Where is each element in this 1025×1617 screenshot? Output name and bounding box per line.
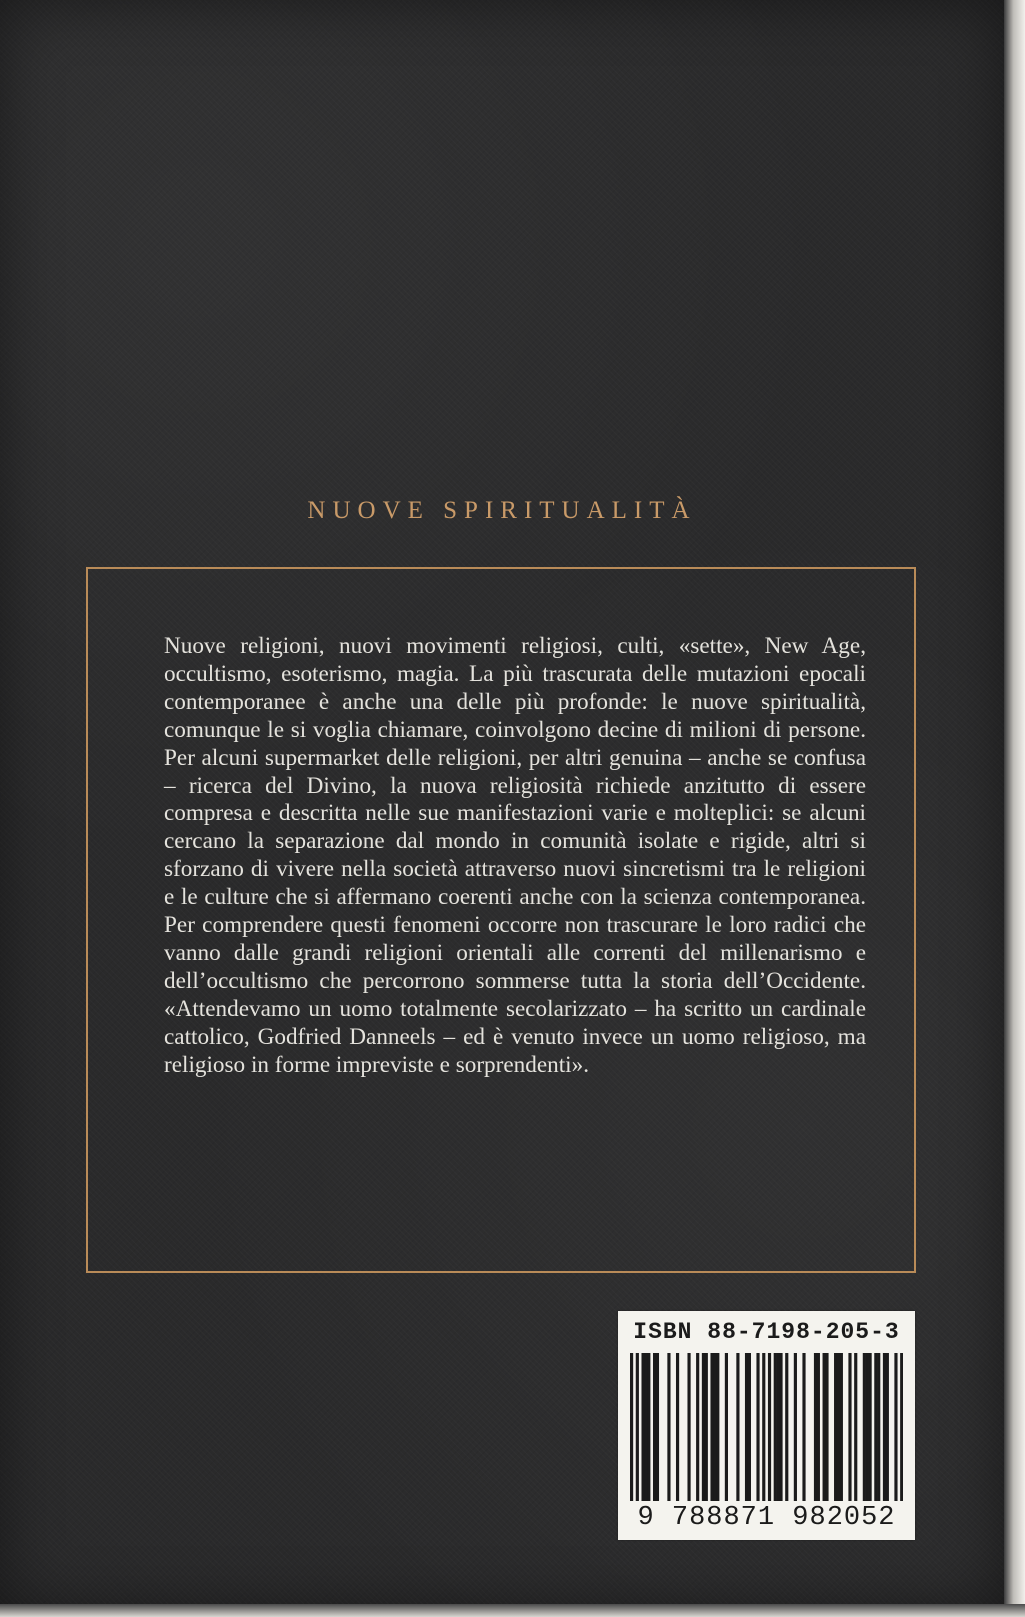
barcode-bar [725, 1353, 728, 1501]
barcode-bar [705, 1353, 708, 1501]
barcode-bar [768, 1353, 771, 1501]
barcode-bar [756, 1353, 759, 1501]
barcode-bar [900, 1353, 903, 1501]
barcode-bar [817, 1353, 820, 1501]
cover-right-edge [1004, 0, 1025, 1617]
barcode-bar [874, 1353, 877, 1501]
barcode-bar [854, 1353, 857, 1501]
barcode-bar [785, 1353, 788, 1501]
barcode-bar [630, 1353, 633, 1501]
ean-number: 9 788871 982052 [637, 1503, 896, 1533]
barcode-bar [886, 1353, 889, 1501]
barcode-bar [894, 1353, 897, 1501]
barcode-bar [762, 1353, 765, 1501]
barcode-bar [745, 1353, 748, 1501]
cover-bottom-edge [0, 1604, 1025, 1617]
barcode-bar [840, 1353, 843, 1501]
barcode-bar [702, 1353, 705, 1501]
barcode-image [630, 1353, 903, 1501]
barcode-bar [774, 1353, 777, 1501]
barcode-bar [710, 1353, 713, 1501]
barcode-bar [777, 1353, 780, 1501]
barcode-bar [696, 1353, 699, 1501]
barcode-bar [647, 1353, 650, 1501]
barcode-bar [641, 1353, 644, 1501]
series-title: NUOVE SPIRITUALITÀ [307, 497, 697, 524]
barcode-bar [656, 1353, 659, 1501]
barcode-bar [736, 1353, 739, 1501]
barcode-bar [834, 1353, 837, 1501]
barcode-bar [716, 1353, 719, 1501]
barcode-bar [802, 1353, 805, 1501]
barcode-bar [848, 1353, 851, 1501]
barcode-label [618, 1311, 915, 1540]
barcode-bar [877, 1353, 880, 1501]
isbn-number: ISBN 88-7198-205-3 [633, 1319, 900, 1345]
barcode-bar [866, 1353, 869, 1501]
barcode-bar [748, 1353, 751, 1501]
barcode-bar [644, 1353, 647, 1501]
barcode-bar [863, 1353, 866, 1501]
barcode-bar [814, 1353, 817, 1501]
barcode-bar [713, 1353, 716, 1501]
barcode-bar [636, 1353, 639, 1501]
barcode-bar [653, 1353, 656, 1501]
barcode-bar [687, 1353, 690, 1501]
barcode-bar [837, 1353, 840, 1501]
barcode-bar [883, 1353, 886, 1501]
barcode-bar [676, 1353, 679, 1501]
barcode-bar [825, 1353, 828, 1501]
barcode-bar [779, 1353, 782, 1501]
barcode-bar [869, 1353, 872, 1501]
barcode-bar [794, 1353, 797, 1501]
blurb-text: Nuove religioni, nuovi movimenti religiosi, culti, «sette», New Age, occultismo, esoterismo, magia. La più trascurata delle mutazioni epocali contemporanee è anche una delle più profonde: le nuove spiritualità, comunque le si voglia chiamare, coinvolgono decine di milioni di persone. Per alcuni supermarket delle religioni, per altri genuina – anche se confusa – ricerca del Divino, la nuova religiosità richiede anzitutto di essere compresa e descritta nelle sue manifestazioni varie e molteplici: se alcuni cercano la separazione dal mondo in comunità isolate e rigide, altri si sforzano di vivere nella società attraverso nuovi sincretismi tra le religioni e le culture che si affermano coerenti anche con la scienza contemporanea. Per comprendere questi fenomeni occorre non trascurare le loro radici che vanno dalle grandi religioni orientali alle correnti del millenarismo e dell’occultismo che percorrono sommerse tutta la storia dell’Occidente. «Attendevamo un uomo totalmente secolarizzato – ha scritto un cardinale cattolico, Godfried Danneels – ed è venuto invece un uomo religioso, ma religioso in forme impreviste e sorprendenti». [164, 633, 866, 1078]
barcode-bar [823, 1353, 826, 1501]
barcode-bar [667, 1353, 670, 1501]
